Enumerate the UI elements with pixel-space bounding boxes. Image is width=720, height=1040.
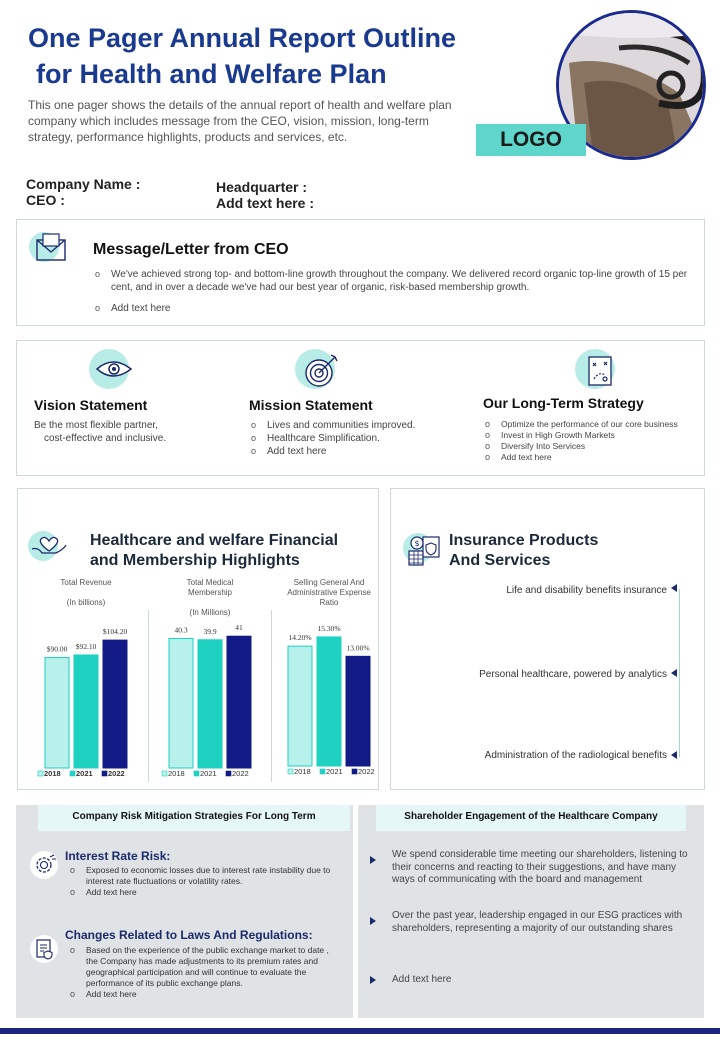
chart-title: Ratio bbox=[319, 598, 339, 607]
chart-bar bbox=[74, 655, 98, 768]
list-item: o Add text here bbox=[249, 445, 449, 458]
chart-bar bbox=[103, 640, 127, 768]
risk-header: Company Risk Mitigation Strategies For Long Term bbox=[38, 805, 350, 831]
intro-text: This one pager shows the details of the annual report of health and welfare plan company which includes message from the CEO, vision, mission, long-term strategy, performance highlights, products and services, etc. bbox=[28, 98, 452, 144]
list-item: o Lives and communities improved. bbox=[249, 419, 449, 432]
legend-label: 2018 bbox=[44, 769, 61, 778]
arrow-left-icon bbox=[671, 669, 677, 677]
insurance-item: Administration of the radiological benefits bbox=[484, 750, 667, 761]
insurance-item: Personal healthcare, powered by analytics bbox=[479, 669, 667, 680]
chart-subtitle: (In Millions) bbox=[189, 608, 231, 617]
strategy-title: Our Long-Term Strategy bbox=[483, 395, 644, 411]
page-title bbox=[28, 20, 528, 92]
highlights-title-line-1: Healthcare and welfare Financial bbox=[90, 532, 339, 549]
chart-bar bbox=[288, 646, 312, 766]
list-item: o Add text here bbox=[93, 302, 693, 315]
legend-label: 2021 bbox=[76, 769, 93, 778]
legend-swatch bbox=[226, 771, 231, 776]
list-item: o Invest in High Growth Markets bbox=[483, 430, 703, 441]
list-item: o Add text here bbox=[68, 887, 338, 898]
arrow-left-icon bbox=[671, 584, 677, 592]
ceo-message-title: Message/Letter from CEO bbox=[93, 241, 289, 258]
chart-bar bbox=[198, 640, 222, 768]
chart-data-label: $104.20 bbox=[102, 627, 128, 637]
risk-mitigation-panel bbox=[16, 805, 353, 1018]
insurance-section bbox=[390, 488, 705, 790]
chart-title: Administrative Expense bbox=[287, 588, 371, 597]
headquarter-value: Add text here : bbox=[216, 195, 315, 211]
legend-swatch bbox=[162, 771, 167, 776]
chart-data-label: 41 bbox=[235, 623, 243, 633]
legend-label: 2022 bbox=[232, 769, 249, 778]
chart-bar bbox=[317, 637, 341, 766]
list-item: o Based on the experience of the public exchange market to date , the Company has made adjustments to its premium rates and geographical participation and will continue to evaluate the performance of its public exchange plans. bbox=[68, 945, 338, 989]
bottom-accent-bar bbox=[0, 1028, 720, 1034]
chart-title: Total Medical bbox=[186, 578, 234, 587]
shareholder-item: Add text here bbox=[392, 974, 452, 985]
chart-bar bbox=[45, 658, 69, 768]
chart-data-label: 14.20% bbox=[288, 633, 312, 643]
gear-money-icon bbox=[30, 851, 58, 879]
vision-text bbox=[34, 419, 234, 445]
title-line-1: One Pager Annual Report Outline bbox=[28, 23, 457, 53]
title-line-2: for Health and Welfare Plan bbox=[36, 59, 387, 89]
chart-data-label: 40.3 bbox=[174, 625, 188, 635]
interest-rate-title: Interest Rate Risk: bbox=[65, 849, 171, 863]
shareholder-panel bbox=[358, 805, 704, 1018]
mission-list bbox=[249, 419, 449, 458]
insurance-title-line-1: Insurance Products bbox=[449, 532, 599, 549]
arrow-left-icon bbox=[671, 751, 677, 759]
chart-bar bbox=[346, 656, 370, 766]
insurance-item: Life and disability benefits insurance bbox=[506, 585, 667, 596]
arrow-right-icon bbox=[370, 856, 376, 864]
chart-title: Total Revenue bbox=[60, 578, 112, 587]
list-item: o Add text here bbox=[68, 989, 338, 1000]
chart-bar bbox=[227, 636, 251, 768]
shareholder-item: We spend considerable time meeting our shareholders, listening to their concerns and reacting to their suggestions, and have many ways of communicating with the board and management bbox=[392, 849, 688, 885]
list-item: o We've achieved strong top- and bottom-line growth throughout the company. We delivered record organic top-line growth of 15 per cent, and in over a decade we've had our best year of organic, risk-based membership growth. bbox=[93, 268, 693, 294]
target-icon bbox=[295, 349, 335, 389]
legend-swatch bbox=[70, 771, 75, 776]
shareholder-item: Over the past year, leadership engaged in our ESG practices with shareholders, representing a majority of our outstanding shares bbox=[392, 910, 683, 934]
legend-swatch bbox=[288, 769, 293, 774]
legend-label: 2021 bbox=[200, 769, 217, 778]
legend-swatch bbox=[194, 771, 199, 776]
laws-regulations-title: Changes Related to Laws And Regulations: bbox=[65, 928, 313, 942]
logo-placeholder: LOGO bbox=[476, 124, 586, 156]
document-shield-icon bbox=[30, 935, 58, 963]
ceo-message-list bbox=[93, 268, 693, 315]
vision-line-1: Be the most flexible partner, bbox=[34, 420, 158, 431]
shareholder-header: Shareholder Engagement of the Healthcare Company bbox=[376, 805, 686, 831]
charts-area bbox=[18, 489, 380, 791]
chart-subtitle: (In billions) bbox=[66, 598, 106, 607]
arrow-right-icon bbox=[370, 976, 376, 984]
headquarter-label: Headquarter : bbox=[216, 179, 308, 195]
chart-data-label: 15.30% bbox=[317, 623, 341, 633]
legend-label: 2022 bbox=[108, 769, 125, 778]
vision-line-2: cost-effective and inclusive. bbox=[44, 433, 167, 444]
highlights-title-line-2: and Membership Highlights bbox=[90, 552, 300, 569]
insurance-money-icon bbox=[403, 533, 433, 563]
chart-data-label: 13.00% bbox=[346, 643, 370, 653]
ceo-message-section bbox=[16, 219, 705, 326]
list-item: o Diversify Into Services bbox=[483, 441, 703, 452]
legend-swatch bbox=[38, 771, 43, 776]
interest-rate-list bbox=[68, 865, 338, 898]
mission-title: Mission Statement bbox=[249, 397, 373, 413]
chart-data-label: $90.00 bbox=[46, 644, 68, 654]
insurance-title bbox=[449, 531, 689, 571]
legend-label: 2018 bbox=[168, 769, 185, 778]
legend-swatch bbox=[352, 769, 357, 774]
list-item: o Optimize the performance of our core business bbox=[483, 419, 703, 430]
list-item: o Healthcare Simplification. bbox=[249, 432, 449, 445]
eye-icon bbox=[89, 349, 129, 389]
chart-data-label: $92.10 bbox=[75, 641, 97, 651]
vision-title: Vision Statement bbox=[34, 397, 148, 413]
envelope-icon bbox=[29, 232, 59, 262]
chart-bar bbox=[169, 638, 193, 768]
legend-label: 2022 bbox=[358, 767, 375, 776]
svg-text:$: $ bbox=[414, 539, 420, 548]
vision-mission-section bbox=[16, 340, 705, 476]
timeline-line bbox=[679, 589, 680, 757]
strategy-board-icon bbox=[575, 349, 615, 389]
list-item: o Add text here bbox=[483, 452, 703, 463]
list-item: o Exposed to economic losses due to interest rate instability due to interest rate fluctuations or volatility rates. bbox=[68, 865, 338, 887]
legend-label: 2021 bbox=[326, 767, 343, 776]
company-name-label: Company Name : bbox=[26, 176, 141, 192]
ceo-label: CEO : bbox=[26, 192, 65, 208]
insurance-title-line-2: And Services bbox=[449, 552, 551, 569]
strategy-list bbox=[483, 419, 703, 463]
chart-title: Selling General And bbox=[293, 578, 365, 587]
arrow-right-icon bbox=[370, 917, 376, 925]
legend-label: 2018 bbox=[294, 767, 311, 776]
financial-highlights-section bbox=[17, 488, 379, 790]
legend-swatch bbox=[102, 771, 107, 776]
chart-data-label: 39.9 bbox=[203, 626, 217, 636]
legend-swatch bbox=[320, 769, 325, 774]
chart-title: Membership bbox=[187, 588, 233, 597]
laws-regulations-list bbox=[68, 945, 338, 1000]
